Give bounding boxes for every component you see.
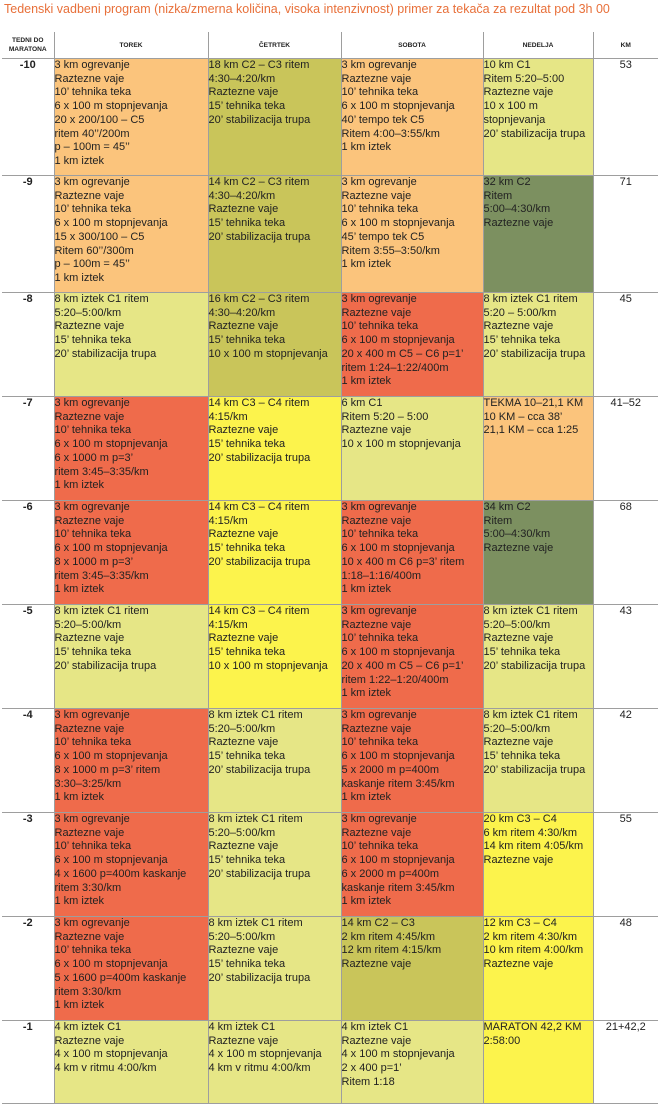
thursday-workout: [208, 397, 341, 501]
workout-line: 10’ tehnika teka: [54, 86, 132, 99]
workout-line: 40’ tempo tek C5: [341, 113, 425, 126]
weeks-to-marathon: -8: [2, 293, 54, 397]
workout-line: 1 km iztek: [341, 583, 392, 596]
tuesday-workout: [54, 397, 208, 501]
workout-line: 20 km C3 – C4: [483, 813, 557, 825]
workout-line: 1 km iztek: [341, 141, 392, 154]
workout-line: 14 km C2 – C3: [341, 917, 415, 929]
workout-line: 20’ stabilizacija trupa: [483, 659, 586, 672]
workout-line: 6 x 100 m stopnjevanja: [341, 100, 455, 113]
workout-line: Raztezne vaje: [483, 854, 554, 867]
saturday-workout: [341, 813, 483, 917]
workout-line: 10 km ritem 4:00/km: [483, 944, 584, 957]
table-row: [2, 59, 658, 176]
workout-line: 3 km ogrevanje: [341, 501, 417, 513]
workout-line: 8 km iztek C1 ritem: [54, 605, 149, 617]
weeks-to-marathon: -4: [2, 709, 54, 813]
workout-line: Raztezne vaje: [483, 320, 554, 333]
workout-line: 10’ tehnika teka: [54, 840, 132, 853]
tuesday-workout: [54, 1021, 208, 1104]
workout-line: 6 x 100 m stopnjevanja: [54, 438, 168, 451]
weeks-to-marathon: -7: [2, 397, 54, 501]
workout-line: 8 x 1000 m p=3’ ritem: [54, 763, 161, 776]
workout-line: MARATON 42,2 KM: [483, 1021, 582, 1033]
workout-line: ritem 3:30/km: [54, 881, 122, 894]
workout-line: 3:30–3:25/km: [54, 777, 122, 790]
workout-line: 5:20–5:00/km: [54, 306, 122, 319]
workout-line: 10 x 100 m stopnjevanja: [208, 659, 328, 672]
sunday-workout: [483, 59, 593, 176]
tuesday-workout: [54, 293, 208, 397]
workout-line: Ritem 1:18: [341, 1075, 395, 1088]
thursday-workout: [208, 501, 341, 605]
workout-line: 6 x 2000 m p=400m: [341, 867, 440, 880]
thursday-workout: [208, 59, 341, 176]
workout-line: 2 x 400 p=1’: [341, 1062, 402, 1075]
workout-line: Raztezne vaje: [208, 203, 279, 216]
workout-line: 20’ stabilizacija trupa: [483, 127, 586, 140]
page-title: Tedenski vadbeni program (nizka/zmerna količina, visoka intenzivnost) primer za tekača za rezultat pod 3h 00: [4, 2, 610, 16]
workout-line: 3 km ogrevanje: [54, 176, 130, 188]
weekly-km: 41–52: [593, 397, 658, 501]
workout-line: Raztezne vaje: [341, 958, 412, 971]
workout-line: 3 km ogrevanje: [341, 605, 417, 617]
workout-line: Raztezne vaje: [483, 632, 554, 645]
thursday-workout: [208, 1021, 341, 1104]
workout-line: 20 x 400 m C5 – C6 p=1’: [341, 659, 464, 672]
table-row: [2, 1021, 658, 1104]
workout-line: 4 km iztek C1: [54, 1021, 122, 1033]
tuesday-workout: [54, 605, 208, 709]
workout-line: 1 km iztek: [341, 375, 392, 388]
workout-line: 10’ tehnika teka: [341, 320, 419, 333]
workout-line: 3 km ogrevanje: [341, 293, 417, 305]
workout-line: 4 x 1600 p=400m kaskanje: [54, 867, 187, 880]
sunday-workout: [483, 397, 593, 501]
workout-line: 1 km iztek: [341, 791, 392, 804]
table-row: [2, 813, 658, 917]
workout-line: 1 km iztek: [54, 154, 105, 167]
workout-line: 6 x 100 m stopnjevanja: [341, 334, 455, 347]
workout-line: 6 x 100 m stopnjevanja: [341, 217, 455, 230]
workout-line: 15’ tehnika teka: [208, 100, 286, 113]
workout-line: 10 x 100 m: [483, 100, 538, 113]
workout-line: 14 km ritem 4:05/km: [483, 840, 584, 853]
workout-line: 20’ stabilizacija trupa: [208, 971, 311, 984]
workout-line: 20’ stabilizacija trupa: [208, 113, 311, 126]
thursday-workout: [208, 605, 341, 709]
workout-line: 1:18–1:16/400m: [341, 569, 422, 582]
workout-line: 3 km ogrevanje: [341, 59, 417, 71]
saturday-workout: [341, 1021, 483, 1104]
workout-line: 15’ tehnika teka: [54, 334, 132, 347]
workout-line: 10’ tehnika teka: [54, 203, 132, 216]
header-sunday: NEDELJA: [483, 32, 593, 59]
table-row: [2, 397, 658, 501]
workout-line: 8 km iztek C1 ritem: [208, 917, 303, 929]
workout-line: 2 km ritem 4:45/km: [341, 930, 436, 943]
workout-line: 4:30–4:20/km: [208, 306, 276, 319]
workout-line: Raztezne vaje: [208, 736, 279, 749]
workout-line: 20’ stabilizacija trupa: [483, 347, 586, 360]
table-row: [2, 709, 658, 813]
workout-line: 14 km C3 – C4 ritem: [208, 397, 310, 409]
workout-line: 21,1 KM – cca 1:25: [483, 424, 579, 437]
tuesday-workout: [54, 176, 208, 293]
saturday-workout: [341, 176, 483, 293]
workout-line: 6 x 100 m stopnjevanja: [54, 854, 168, 867]
sunday-workout: [483, 293, 593, 397]
header-row: [2, 32, 658, 59]
workout-line: stopnjevanja: [483, 113, 546, 126]
workout-line: 14 km C2 – C3 ritem: [208, 176, 310, 188]
tuesday-workout: [54, 709, 208, 813]
workout-line: Raztezne vaje: [208, 944, 279, 957]
workout-line: 5:20–5:00/km: [54, 618, 122, 631]
workout-line: 4:15/km: [208, 618, 248, 631]
workout-line: Raztezne vaje: [483, 958, 554, 971]
workout-line: Raztezne vaje: [208, 320, 279, 333]
workout-line: Raztezne vaje: [341, 189, 412, 202]
workout-line: ritem 3:30/km: [54, 985, 122, 998]
workout-line: 6 x 100 m stopnjevanja: [54, 217, 168, 230]
saturday-workout: [341, 293, 483, 397]
workout-line: 8 km iztek C1 ritem: [208, 813, 303, 825]
tuesday-workout: [54, 501, 208, 605]
workout-line: 3 km ogrevanje: [341, 709, 417, 721]
workout-line: 5:20–5:00/km: [208, 930, 276, 943]
workout-line: 1 km iztek: [341, 895, 392, 908]
workout-line: 20’ stabilizacija trupa: [483, 763, 586, 776]
workout-line: Raztezne vaje: [341, 1034, 412, 1047]
workout-line: p – 100m = 45’’: [54, 258, 130, 271]
workout-line: 32 km C2: [483, 176, 531, 188]
workout-line: Raztezne vaje: [54, 410, 125, 423]
weeks-to-marathon: -6: [2, 501, 54, 605]
weeks-to-marathon: -9: [2, 176, 54, 293]
weeks-to-marathon: -10: [2, 59, 54, 176]
workout-line: ritem 3:45–3:35/km: [54, 465, 149, 478]
weekly-km: 53: [593, 59, 658, 176]
workout-line: Raztezne vaje: [483, 86, 554, 99]
workout-line: 4 x 100 m stopnjevanja: [208, 1048, 322, 1061]
weekly-km: 45: [593, 293, 658, 397]
workout-line: 6 x 100 m stopnjevanja: [54, 100, 168, 113]
weekly-km: 42: [593, 709, 658, 813]
workout-line: 5:20 – 5:00/km: [483, 306, 557, 319]
tuesday-workout: [54, 917, 208, 1021]
header-km: KM: [593, 32, 658, 59]
table-row: [2, 293, 658, 397]
weeks-to-marathon: -2: [2, 917, 54, 1021]
workout-line: 12 km C3 – C4: [483, 917, 557, 929]
workout-line: 6 x 100 m stopnjevanja: [341, 646, 455, 659]
workout-line: 10’ tehnika teka: [54, 736, 132, 749]
workout-line: 3 km ogrevanje: [54, 501, 130, 513]
workout-line: Raztezne vaje: [54, 320, 125, 333]
workout-line: 10’ tehnika teka: [54, 944, 132, 957]
sunday-workout: [483, 176, 593, 293]
thursday-workout: [208, 813, 341, 917]
workout-line: 1 km iztek: [341, 258, 392, 271]
workout-line: 15’ tehnika teka: [483, 646, 561, 659]
workout-line: 6 x 100 m stopnjevanja: [341, 542, 455, 555]
workout-line: Raztezne vaje: [54, 930, 125, 943]
saturday-workout: [341, 917, 483, 1021]
workout-line: Raztezne vaje: [208, 840, 279, 853]
thursday-workout: [208, 176, 341, 293]
weeks-to-marathon: -5: [2, 605, 54, 709]
workout-line: 4:30–4:20/km: [208, 72, 276, 85]
tuesday-workout: [54, 59, 208, 176]
workout-line: 8 km iztek C1 ritem: [483, 293, 578, 305]
workout-line: 3 km ogrevanje: [54, 59, 130, 71]
workout-line: Ritem: [483, 514, 513, 527]
workout-line: 10 x 400 m C6 p=3’ ritem: [341, 555, 465, 568]
workout-line: Raztezne vaje: [483, 736, 554, 749]
workout-line: Ritem 5:20–5:00: [483, 72, 565, 85]
header-saturday: SOBOTA: [341, 32, 483, 59]
workout-line: Raztezne vaje: [54, 189, 125, 202]
workout-line: 1 km iztek: [341, 687, 392, 700]
workout-line: 6 x 100 m stopnjevanja: [341, 750, 455, 763]
workout-line: Ritem 5:20 – 5:00: [341, 410, 429, 423]
saturday-workout: [341, 59, 483, 176]
workout-line: 20’ stabilizacija trupa: [54, 659, 157, 672]
workout-line: 1 km iztek: [54, 791, 105, 804]
workout-line: 5:20–5:00/km: [483, 618, 551, 631]
workout-line: 20’ stabilizacija trupa: [54, 347, 157, 360]
header-weeks: [2, 32, 54, 59]
workout-line: Raztezne vaje: [54, 826, 125, 839]
workout-line: 4 km v ritmu 4:00/km: [54, 1062, 157, 1075]
workout-line: 5:20–5:00/km: [208, 722, 276, 735]
workout-line: 5:00–4:30/km: [483, 203, 551, 216]
workout-line: Raztezne vaje: [208, 528, 279, 541]
workout-line: kaskanje ritem 3:45/km: [341, 777, 455, 790]
workout-line: Raztezne vaje: [208, 1034, 279, 1047]
workout-line: 10 KM – cca 38’: [483, 410, 563, 423]
workout-line: Raztezne vaje: [341, 722, 412, 735]
training-plan-table: [2, 32, 658, 1104]
workout-line: 15 x 300/100 – C5: [54, 230, 145, 243]
sunday-workout: [483, 501, 593, 605]
workout-line: Raztezne vaje: [341, 826, 412, 839]
thursday-workout: [208, 293, 341, 397]
workout-line: ritem 1:22–1:20/400m: [341, 673, 449, 686]
header-thursday: ČETRTEK: [208, 32, 341, 59]
saturday-workout: [341, 397, 483, 501]
workout-line: Raztezne vaje: [341, 72, 412, 85]
workout-line: 3 km ogrevanje: [54, 709, 130, 721]
workout-line: 6 x 1000 m p=3’: [54, 451, 134, 464]
workout-line: 15’ tehnika teka: [208, 750, 286, 763]
workout-line: 3 km ogrevanje: [54, 397, 130, 409]
workout-line: 15’ tehnika teka: [483, 750, 561, 763]
workout-line: 5 x 2000 m p=400m: [341, 763, 440, 776]
workout-line: 10’ tehnika teka: [54, 424, 132, 437]
workout-line: 15’ tehnika teka: [208, 646, 286, 659]
workout-line: 8 x 1000 m p=3’: [54, 555, 134, 568]
workout-line: 15’ tehnika teka: [208, 438, 286, 451]
weeks-to-marathon: -3: [2, 813, 54, 917]
workout-line: 6 x 100 m stopnjevanja: [54, 750, 168, 763]
workout-line: 8 km iztek C1 ritem: [483, 605, 578, 617]
workout-line: 20 x 200/100 – C5: [54, 113, 145, 126]
workout-line: Raztezne vaje: [341, 618, 412, 631]
workout-line: Raztezne vaje: [341, 424, 412, 437]
workout-line: Ritem 4:00–3:55/km: [341, 127, 440, 140]
workout-line: 6 x 100 m stopnjevanja: [341, 854, 455, 867]
table-row: [2, 176, 658, 293]
workout-line: 10’ tehnika teka: [54, 528, 132, 541]
tuesday-workout: [54, 813, 208, 917]
table-row: [2, 501, 658, 605]
workout-line: 20’ stabilizacija trupa: [208, 867, 311, 880]
workout-line: 4 x 100 m stopnjevanja: [341, 1048, 455, 1061]
workout-line: 1 km iztek: [54, 271, 105, 284]
header-weeks-line2: MARATONA: [8, 46, 47, 53]
thursday-workout: [208, 709, 341, 813]
workout-line: 10’ tehnika teka: [341, 632, 419, 645]
sunday-workout: [483, 813, 593, 917]
workout-line: 20’ stabilizacija trupa: [208, 555, 311, 568]
workout-line: 6 x 100 m stopnjevanja: [54, 542, 168, 555]
workout-line: 1 km iztek: [54, 479, 105, 492]
workout-line: 5 x 1600 p=400m kaskanje: [54, 971, 187, 984]
workout-line: 45’ tempo tek C5: [341, 230, 425, 243]
workout-line: Raztezne vaje: [208, 632, 279, 645]
workout-line: TEKMA 10–21,1 KM: [483, 397, 584, 409]
workout-line: Ritem 60’’/300m: [54, 244, 134, 257]
saturday-workout: [341, 501, 483, 605]
workout-line: 15’ tehnika teka: [54, 646, 132, 659]
workout-line: 4 km iztek C1: [341, 1021, 409, 1033]
workout-line: 10 x 100 m stopnjevanja: [208, 347, 328, 360]
workout-line: ritem 1:24–1:22/400m: [341, 361, 449, 374]
workout-line: 20’ stabilizacija trupa: [208, 763, 311, 776]
workout-line: Raztezne vaje: [54, 514, 125, 527]
sunday-workout: [483, 1021, 593, 1104]
workout-line: 15’ tehnika teka: [483, 334, 561, 347]
weeks-to-marathon: -1: [2, 1021, 54, 1104]
workout-line: 20 x 400 m C5 – C6 p=1’: [341, 347, 464, 360]
workout-line: 20’ stabilizacija trupa: [208, 230, 311, 243]
workout-line: 15’ tehnika teka: [208, 217, 286, 230]
workout-line: Raztezne vaje: [341, 514, 412, 527]
thursday-workout: [208, 917, 341, 1021]
workout-line: 1 km iztek: [54, 999, 105, 1012]
workout-line: 4:30–4:20/km: [208, 189, 276, 202]
workout-line: 4 x 100 m stopnjevanja: [54, 1048, 168, 1061]
workout-line: 12 km ritem 4:15/km: [341, 944, 442, 957]
workout-line: 16 km C2 – C3 ritem: [208, 293, 310, 305]
workout-line: Raztezne vaje: [341, 306, 412, 319]
workout-line: 1 km iztek: [54, 583, 105, 596]
workout-line: 15’ tehnika teka: [208, 854, 286, 867]
weekly-km: 55: [593, 813, 658, 917]
workout-line: 8 km iztek C1 ritem: [483, 709, 578, 721]
workout-line: Raztezne vaje: [483, 542, 554, 555]
workout-line: 4:15/km: [208, 410, 248, 423]
workout-line: 4:15/km: [208, 514, 248, 527]
workout-line: 10’ tehnika teka: [341, 86, 419, 99]
workout-line: Raztezne vaje: [54, 1034, 125, 1047]
workout-line: 3 km ogrevanje: [54, 813, 130, 825]
workout-line: 5:20–5:00/km: [208, 826, 276, 839]
workout-line: 15’ tehnika teka: [208, 958, 286, 971]
saturday-workout: [341, 605, 483, 709]
workout-line: 8 km iztek C1 ritem: [54, 293, 149, 305]
workout-line: 3 km ogrevanje: [54, 917, 130, 929]
workout-line: p – 100m = 45’’: [54, 141, 130, 154]
workout-line: 1 km iztek: [54, 895, 105, 908]
workout-line: ritem 3:45–3:35/km: [54, 569, 149, 582]
workout-line: Raztezne vaje: [208, 86, 279, 99]
workout-line: 34 km C2: [483, 501, 531, 513]
table-row: [2, 917, 658, 1021]
workout-line: 6 km C1: [341, 397, 383, 409]
weekly-km: 48: [593, 917, 658, 1021]
saturday-workout: [341, 709, 483, 813]
weekly-km: 71: [593, 176, 658, 293]
sunday-workout: [483, 917, 593, 1021]
workout-line: 14 km C3 – C4 ritem: [208, 605, 310, 617]
workout-line: 10’ tehnika teka: [341, 736, 419, 749]
workout-line: ritem 40’’/200m: [54, 127, 130, 140]
workout-line: Raztezne vaje: [483, 217, 554, 230]
workout-line: 3 km ogrevanje: [341, 813, 417, 825]
workout-line: 5:20–5:00/km: [483, 722, 551, 735]
workout-line: 10’ tehnika teka: [341, 203, 419, 216]
workout-line: 4 km v ritmu 4:00/km: [208, 1062, 311, 1075]
workout-line: Ritem: [483, 189, 513, 202]
workout-line: 10’ tehnika teka: [341, 528, 419, 541]
workout-line: 14 km C3 – C4 ritem: [208, 501, 310, 513]
workout-line: 15’ tehnika teka: [208, 542, 286, 555]
workout-line: 6 km ritem 4:30/km: [483, 826, 578, 839]
sunday-workout: [483, 709, 593, 813]
workout-line: 3 km ogrevanje: [341, 176, 417, 188]
header-weeks-line1: TEDNI DO: [11, 37, 44, 44]
weekly-km: 21+42,2: [593, 1021, 658, 1104]
workout-line: Ritem 3:55–3:50/km: [341, 244, 440, 257]
workout-line: 18 km C2 – C3 ritem: [208, 59, 310, 71]
workout-line: Raztezne vaje: [54, 722, 125, 735]
workout-line: Raztezne vaje: [54, 72, 125, 85]
workout-line: Raztezne vaje: [208, 424, 279, 437]
workout-line: 10’ tehnika teka: [341, 840, 419, 853]
workout-line: 10 x 100 m stopnjevanja: [341, 438, 461, 451]
workout-line: 10 km C1: [483, 59, 531, 71]
workout-line: 5:00–4:30/km: [483, 528, 551, 541]
weekly-km: 43: [593, 605, 658, 709]
workout-line: Raztezne vaje: [54, 632, 125, 645]
weekly-km: 68: [593, 501, 658, 605]
table-row: [2, 605, 658, 709]
workout-line: 6 x 100 m stopnjevanja: [54, 958, 168, 971]
workout-line: 20’ stabilizacija trupa: [208, 451, 311, 464]
sunday-workout: [483, 605, 593, 709]
workout-line: 4 km iztek C1: [208, 1021, 276, 1033]
workout-line: kaskanje ritem 3:45/km: [341, 881, 455, 894]
workout-line: 15’ tehnika teka: [208, 334, 286, 347]
workout-line: 8 km iztek C1 ritem: [208, 709, 303, 721]
workout-line: 2 km ritem 4:30/km: [483, 930, 578, 943]
header-tuesday: TOREK: [54, 32, 208, 59]
workout-line: 2:58:00: [483, 1034, 521, 1047]
